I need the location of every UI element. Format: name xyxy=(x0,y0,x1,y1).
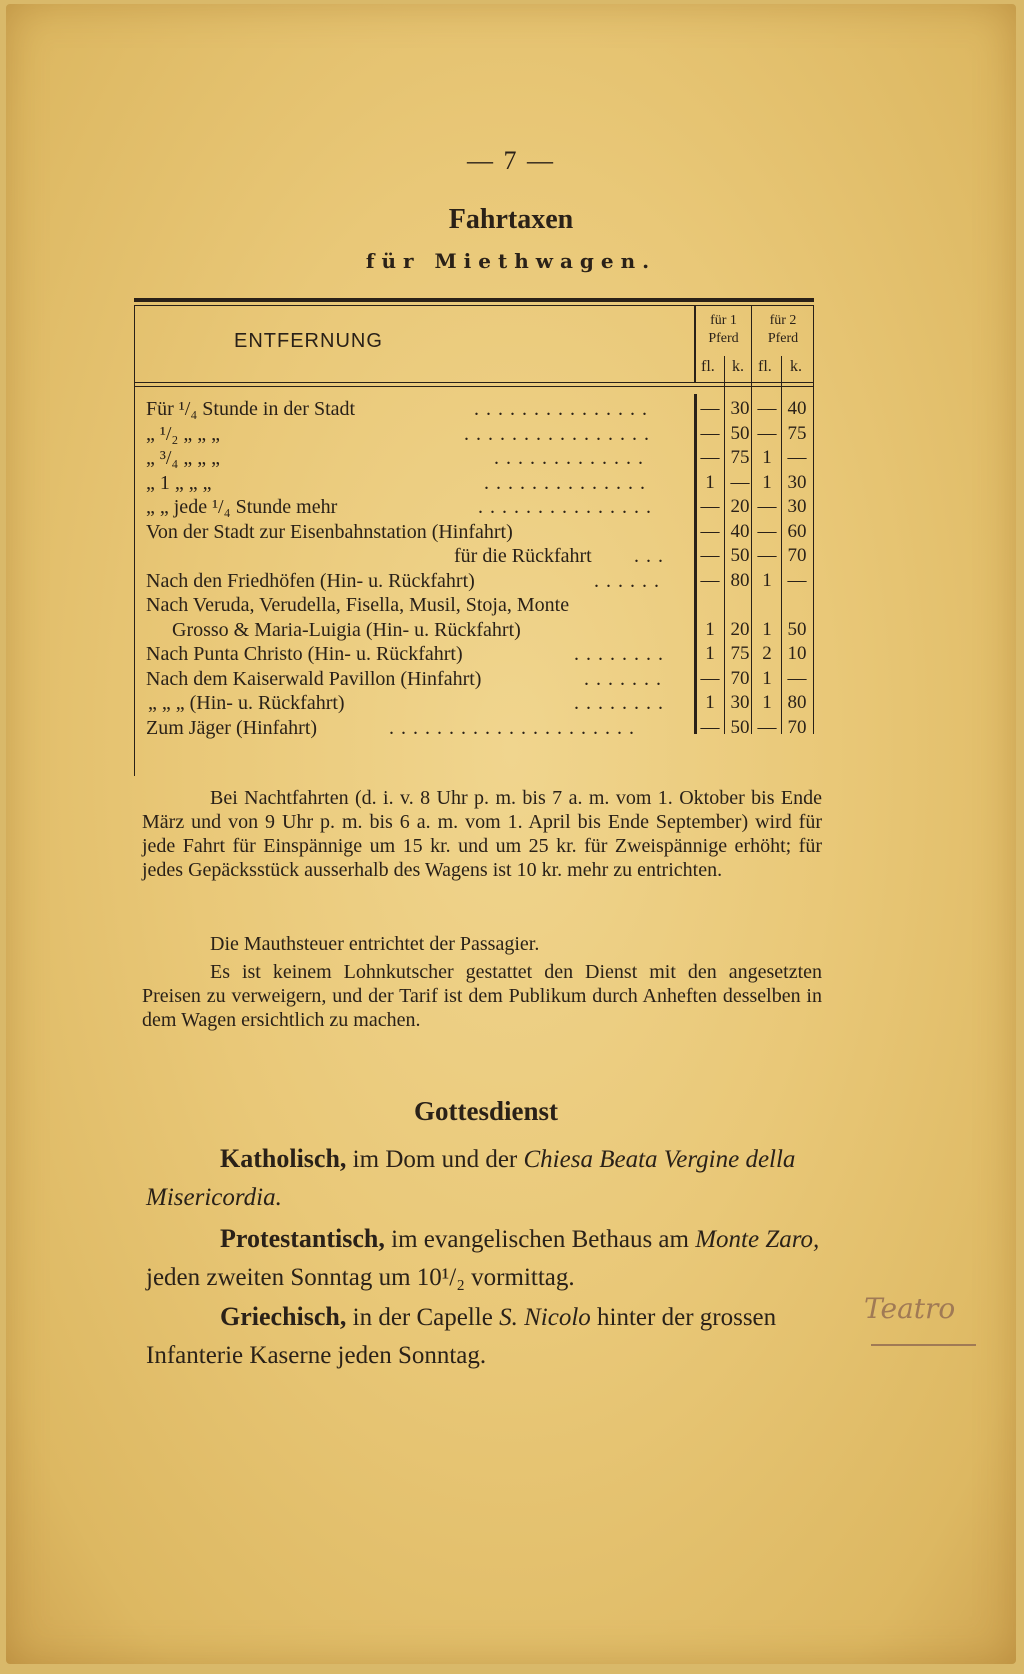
table-header-entfernung: ENTFERNUNG xyxy=(234,330,383,352)
fare-value: 1 xyxy=(762,618,772,640)
fare-value: — xyxy=(700,447,720,468)
row-label: „ ³/₄ „ „ „ xyxy=(146,447,221,469)
fare-value: — xyxy=(700,545,720,566)
table-row xyxy=(134,643,814,667)
fare-value: 1 xyxy=(705,618,715,640)
fare-value: — xyxy=(787,447,807,468)
note-paragraph xyxy=(142,932,822,956)
fare-value: — xyxy=(757,520,777,542)
leader-dots: ...... xyxy=(594,569,666,592)
row-label: „ „ „ (Hin- u. Rückfahrt) xyxy=(148,692,345,714)
table-row xyxy=(134,521,814,545)
row-label: Von der Stadt zur Eisenbahnstation (Hinfahrt) xyxy=(146,520,513,543)
note-paragraph xyxy=(142,960,822,1032)
table-row xyxy=(134,496,814,520)
table-row xyxy=(134,570,814,594)
note-text: Bei Nachtfahrten (d. i. v. 8 Uhr p. m. bis 7 a. m. vom 1. Oktober bis Ende März und von 9 Uhr p. m. bis 6 a. m. vom 1. April bis Ende September) wird für jede Fahrt für Einspännige um 15 kr. und um 25 kr. für Zweispännige erhöht; für jedes Gepäcksstück ausserhalb des Wagens ist 10 kr. mehr zu entrichten. xyxy=(142,787,822,881)
fare-value: 80 xyxy=(730,569,750,591)
leader-dots: ..................... xyxy=(389,716,641,739)
fare-value: 1 xyxy=(705,643,715,664)
leader-dots: ............. xyxy=(494,447,650,469)
leader-dots: .............. xyxy=(484,471,652,494)
fare-value: 1 xyxy=(762,569,772,591)
column-head-text: Pferd xyxy=(767,331,799,346)
fare-value: 50 xyxy=(787,618,807,640)
page-title: Fahrtaxen xyxy=(448,204,574,235)
page-subtitle: für Miethwagen. xyxy=(365,249,657,273)
fare-value: 75 xyxy=(730,447,750,468)
column-head-text: Pferd xyxy=(708,331,739,346)
row-label: „ 1 „ „ „ xyxy=(146,471,212,494)
row-label: für die Rückfahrt xyxy=(454,545,592,567)
fare-value: 30 xyxy=(730,692,750,713)
unit-fl: fl. xyxy=(758,358,772,375)
fare-value: 20 xyxy=(730,496,750,517)
fare-value: 75 xyxy=(787,422,807,444)
fare-value: 1 xyxy=(762,667,772,689)
fare-value: — xyxy=(757,496,777,517)
leader-dots: ............... xyxy=(478,496,658,518)
unit-k: k. xyxy=(790,358,802,375)
fare-value: 50 xyxy=(730,545,750,566)
column-head-text: für 2 xyxy=(769,313,797,328)
service-text: im evangelischen Bethaus am xyxy=(384,1226,696,1253)
service-text: jeden zweiten Sonntag um 10¹/₂ vormittag. xyxy=(146,1264,575,1291)
section-title: Gottesdienst xyxy=(414,1096,558,1126)
fare-value: 40 xyxy=(787,398,807,419)
unit-k: k. xyxy=(732,358,744,375)
leader-dots: ... xyxy=(634,545,670,567)
table-row xyxy=(134,717,814,741)
table-row xyxy=(134,447,814,471)
table-rule xyxy=(134,305,814,306)
column-head-text: für 1 xyxy=(710,313,737,328)
row-label: „ ¹/₂ „ „ „ xyxy=(146,422,221,445)
column-head-2-pferd xyxy=(753,312,813,348)
fare-value: 30 xyxy=(787,496,807,517)
margin-underline xyxy=(871,1344,976,1346)
fare-value: — xyxy=(730,471,750,493)
fare-value: — xyxy=(700,716,720,738)
leader-dots: ........ xyxy=(574,692,670,714)
fare-value: 80 xyxy=(787,692,807,713)
note-text: Die Mauthsteuer entrichtet der Passagier. xyxy=(210,933,540,955)
fare-value: — xyxy=(700,496,720,517)
fare-value: 50 xyxy=(730,422,750,444)
table-row xyxy=(134,423,814,447)
document-page xyxy=(6,4,1016,1664)
fare-value: 70 xyxy=(730,667,750,689)
fare-value: 60 xyxy=(787,520,807,542)
leader-dots: ............... xyxy=(474,398,654,420)
service-italic: Chiesa Beata Vergine della Misericordia. xyxy=(146,1146,796,1211)
unit-fl: fl. xyxy=(701,358,715,375)
table-rule xyxy=(134,298,814,302)
fare-value: 75 xyxy=(730,643,750,664)
table-row xyxy=(134,398,814,422)
row-label: Nach Veruda, Verudella, Fisella, Musil, Stoja, Monte xyxy=(146,594,570,616)
fare-value: 1 xyxy=(762,471,772,493)
fare-value: 30 xyxy=(787,471,807,493)
table-row xyxy=(134,668,814,692)
service-text: hinter der grossen Infanterie Kaserne jeden Sonntag. xyxy=(146,1304,777,1369)
fare-value: — xyxy=(700,422,720,444)
fare-value: 20 xyxy=(730,618,750,640)
fare-value: 1 xyxy=(705,692,715,713)
fare-value: — xyxy=(757,716,777,738)
fare-value: 1 xyxy=(762,692,772,713)
fare-value: — xyxy=(700,667,720,689)
handwritten-margin-note: Teatro xyxy=(864,1292,956,1325)
fare-value: — xyxy=(757,422,777,444)
service-text: im Dom und der xyxy=(346,1146,524,1173)
leader-dots: ................ xyxy=(464,422,656,445)
row-label: Nach den Friedhöfen (Hin- u. Rückfahrt) xyxy=(146,569,475,592)
fare-value: — xyxy=(700,520,720,542)
service-greek xyxy=(146,1298,836,1375)
page-number: — 7 — xyxy=(467,146,555,175)
fare-value: — xyxy=(700,569,720,591)
table-row xyxy=(134,472,814,496)
note-text: Es ist keinem Lohnkutscher gestattet den Dienst mit den angesetzten Preisen zu verweigern, und der Tarif ist dem Publikum durch Anheften desselben in dem Wagen ersichtlich zu machen. xyxy=(142,961,822,1031)
fare-value: 30 xyxy=(730,398,750,419)
service-text: in der Capelle xyxy=(346,1304,500,1331)
service-italic: S. Nicolo xyxy=(499,1304,591,1331)
table-row xyxy=(134,692,814,716)
row-label: Für ¹/₄ Stunde in der Stadt xyxy=(146,398,356,420)
leader-dots: ........ xyxy=(574,643,670,665)
table-row xyxy=(134,545,814,569)
table-row xyxy=(134,594,814,618)
fare-value: — xyxy=(757,398,777,419)
table-row xyxy=(134,619,814,643)
fare-value: 1 xyxy=(762,447,772,468)
service-italic: Monte Zaro, xyxy=(695,1226,820,1253)
leader-dots: ....... xyxy=(584,667,668,690)
fare-value: — xyxy=(757,545,777,566)
service-protestant xyxy=(146,1220,836,1297)
fare-value: 50 xyxy=(730,716,750,738)
fare-value: 2 xyxy=(762,643,772,664)
row-label: Nach dem Kaiserwald Pavillon (Hinfahrt) xyxy=(146,667,482,690)
service-head: Katholisch, xyxy=(220,1144,347,1173)
fare-value: 70 xyxy=(787,716,807,738)
row-label: Nach Punta Christo (Hin- u. Rückfahrt) xyxy=(146,643,463,665)
table-rule xyxy=(134,382,814,383)
row-label: Zum Jäger (Hinfahrt) xyxy=(146,716,318,739)
service-head: Griechisch, xyxy=(220,1302,347,1331)
row-label: „ „ jede ¹/₄ Stunde mehr xyxy=(146,496,338,518)
fare-value: — xyxy=(787,667,807,689)
note-paragraph xyxy=(142,786,822,882)
table-rule xyxy=(134,386,814,387)
fare-value: 40 xyxy=(730,520,750,542)
service-catholic xyxy=(146,1140,836,1217)
fare-value: — xyxy=(700,398,720,419)
fare-value: 1 xyxy=(705,471,715,493)
fare-table xyxy=(134,298,814,776)
service-head: Protestantisch, xyxy=(220,1224,385,1253)
fare-value: 70 xyxy=(787,545,807,566)
row-label: Grosso & Maria-Luigia (Hin- u. Rückfahrt) xyxy=(172,618,521,641)
fare-value: 10 xyxy=(787,643,807,664)
fare-value: — xyxy=(787,569,807,591)
column-head-1-pferd xyxy=(696,312,751,348)
